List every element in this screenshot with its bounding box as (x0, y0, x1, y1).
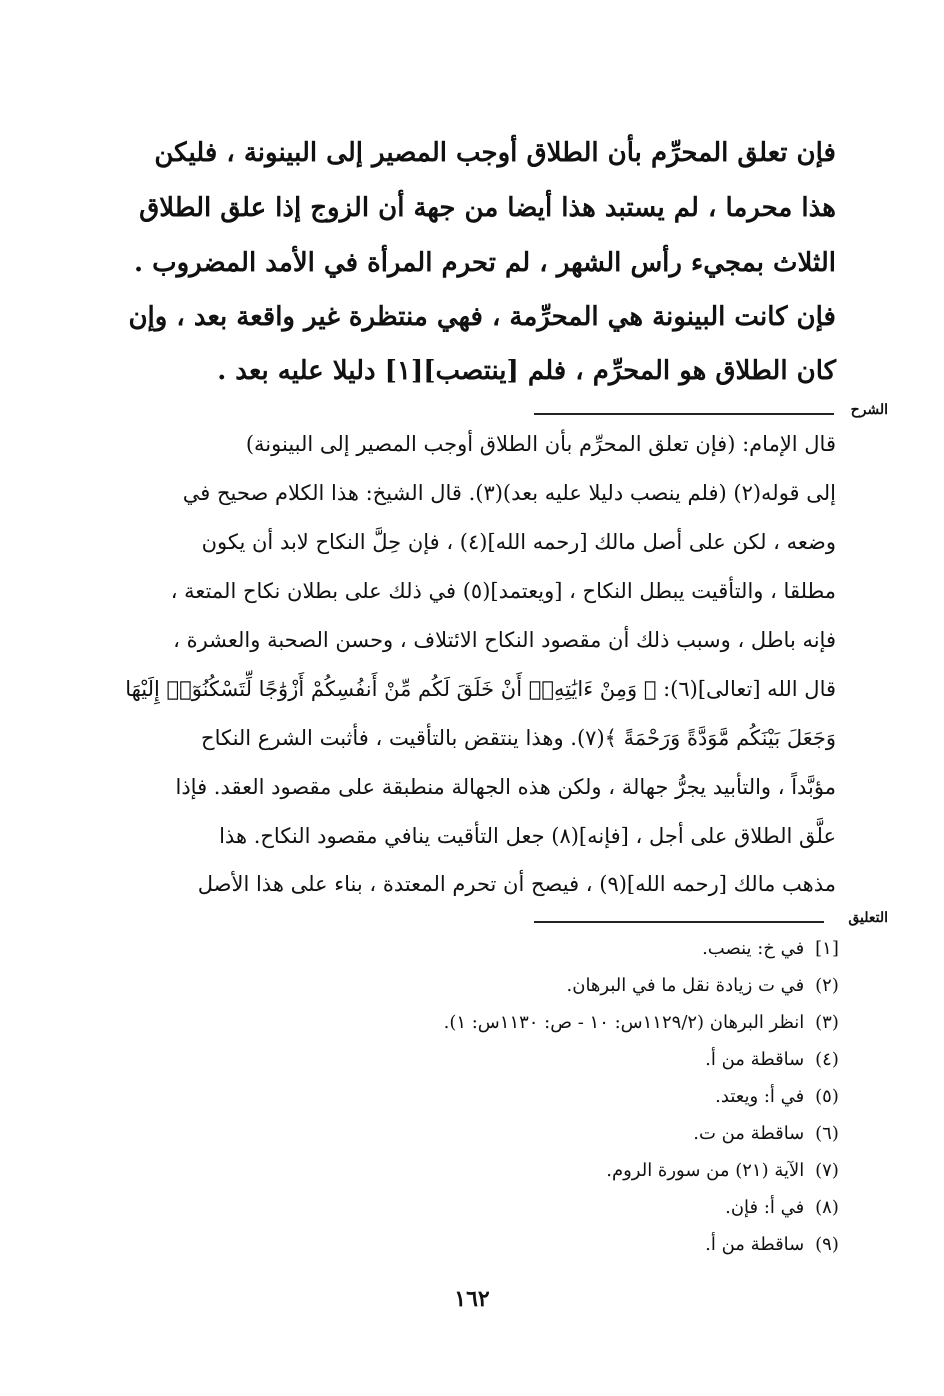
main-line: كان الطلاق هو المحرِّم ، فلم [ينتصب][١] دليلا عليه بعد . (217, 356, 836, 386)
footnote-number: (٥) (815, 1086, 839, 1107)
commentary-line: مذهب مالك [رحمه الله](٩) ، فيصح أن تحرم المعتدة ، بناء على هذا الأصل (197, 872, 836, 896)
commentary-line: فإنه باطل ، وسبب ذلك أن مقصود النكاح الائتلاف ، وحسن الصحبة والعشرة ، (173, 628, 836, 652)
commentary-line: مؤبَّداً ، والتأبيد يجرُّ جهالة ، ولكن هذه الجهالة منطبقة على مقصود العقد. فإذا (175, 775, 836, 799)
commentary-line: قال الله [تعالى](٦): ﴿ وَمِنْ ءَايَٰتِهِۦٓ أَنْ خَلَقَ لَكُم مِّنْ أَنفُسِكُمْ أَزْوَٰجًا لِّتَسْكُنُوٓا۟ إِلَيْهَا (125, 677, 836, 701)
taliq-label: التعليق (848, 910, 888, 926)
commentary-line: قال الإمام: (فإن تعلق المحرِّم بأن الطلاق أوجب المصير إلى البينونة) (245, 432, 836, 456)
footnote-number: (٨) (815, 1197, 839, 1218)
footnote-number: (٣) (815, 1012, 839, 1033)
footnote-number: (٩) (815, 1234, 839, 1255)
commentary-line: علَّق الطلاق على أجل ، [فإنه](٨) جعل التأقيت ينافي مقصود النكاح. هذا (219, 824, 836, 848)
commentary-line: إلى قوله(٢) (فلم ينصب دليلا عليه بعد)(٣). قال الشيخ: هذا الكلام صحيح في (182, 481, 836, 505)
footnote-number: (٤) (815, 1049, 839, 1070)
footnote-text: ساقطة من أ. (705, 1234, 805, 1255)
footnote (705, 1234, 844, 1255)
footnote-text: ساقطة من ت. (693, 1123, 805, 1144)
footnote (725, 1197, 844, 1218)
footnote-text: في أ: فإن. (725, 1197, 805, 1218)
commentary-line: وَجَعَلَ بَيْنَكُم مَّوَدَّةً وَرَحْمَةً ﴾(٧). وهذا ينتقض بالتأقيت ، فأثبت الشرع النكاح (201, 726, 836, 750)
footnote-text: في خ: ينصب. (702, 938, 805, 959)
taliq-divider (534, 921, 824, 923)
sharh-label: الشرح (850, 402, 888, 418)
footnote (702, 938, 844, 959)
footnote-text: في أ: ويعتد. (715, 1086, 805, 1107)
footnote-number: (٧) (815, 1160, 839, 1181)
main-line: فإن تعلق المحرِّم بأن الطلاق أوجب المصير إلى البينونة ، فليكن (154, 138, 836, 168)
footnote (444, 1012, 844, 1033)
commentary-line: وضعه ، لكن على أصل مالك [رحمه الله](٤) ، فإن حِلَّ النكاح لابد أن يكون (201, 530, 836, 554)
footnote-text: ساقطة من أ. (705, 1049, 805, 1070)
sharh-divider (534, 413, 834, 415)
footnote-text: الآية (٢١) من سورة الروم. (606, 1160, 805, 1181)
footnote (715, 1086, 844, 1107)
footnote (705, 1049, 844, 1070)
footnote-number: [١] (815, 938, 839, 959)
footnote-text: انظر البرهان (١١٢٩/٢س: ١٠ - ص: ١١٣٠س: ١). (443, 1012, 805, 1033)
main-line: فإن كانت البينونة هي المحرِّمة ، فهي منتظرة غير واقعة بعد ، وإن (128, 302, 836, 332)
footnote (693, 1123, 844, 1144)
footnote (606, 1160, 844, 1181)
main-line: الثلاث بمجيء رأس الشهر ، لم تحرم المرأة في الأمد المضروب . (133, 248, 836, 278)
footnote-number: (٢) (815, 975, 839, 996)
page-number: ١٦٢ (454, 1286, 490, 1312)
footnote-text: في ت زيادة نقل ما في البرهان. (566, 975, 805, 996)
footnote (567, 975, 845, 996)
commentary-line: مطلقا ، والتأقيت يبطل النكاح ، [ويعتمد](٥) في ذلك على بطلان نكاح المتعة ، (170, 579, 836, 603)
footnote-number: (٦) (815, 1123, 839, 1144)
main-line: هذا محرما ، لم يستبد هذا أيضا من جهة أن الزوج إذا علق الطلاق (139, 193, 836, 223)
